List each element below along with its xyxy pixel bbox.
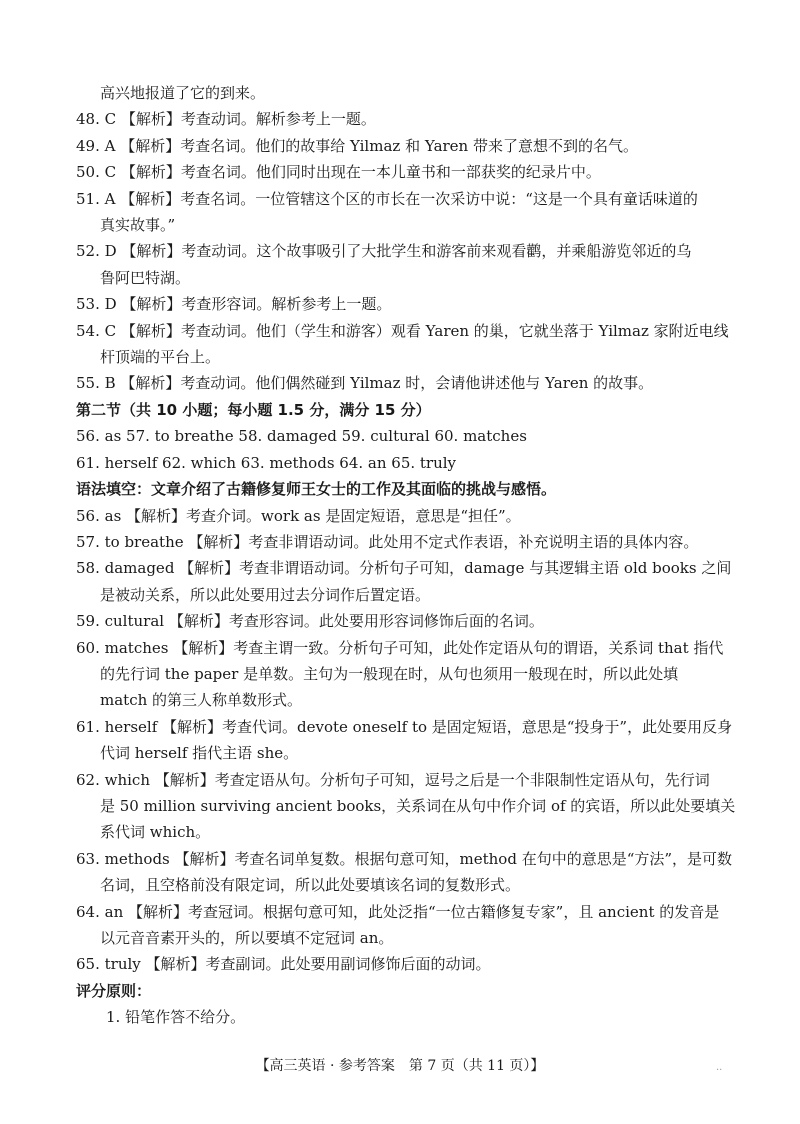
answer-54-cont: 杆顶端的平台上。 xyxy=(100,348,221,367)
answer-52-cont: 鲁阿巴特湖。 xyxy=(100,268,191,287)
answer-52: 52. D 【解析】考查动词。这个故事吸引了大批学生和游客前来观看鹳，并乘船游览邻近的乌 xyxy=(76,242,692,261)
answer-63: 63. methods 【解析】考查名词单复数。根据句意可知，method 在句中的意思是“方法”，是可数 xyxy=(76,849,733,868)
answer-58-cont: 是被动关系，所以此处要用过去分词作后置定语。 xyxy=(100,585,431,604)
answer-58: 58. damaged 【解析】考查非谓语动词。分析句子可知，damage 与其逻辑主语 old books 之间 xyxy=(76,559,732,578)
answer-64: 64. an 【解析】考查冠词。根据句意可知，此处泛指“一位古籍修复专家”，且 ancient 的发音是 xyxy=(76,902,720,921)
answer-62: 62. which 【解析】考查定语从句。分析句子可知，逗号之后是一个非限制性定语从句，先行词 xyxy=(76,770,710,789)
answer-48: 48. C 【解析】考查动词。解析参考上一题。 xyxy=(76,110,376,129)
answer-53: 53. D 【解析】考查形容词。解析参考上一题。 xyxy=(76,295,392,314)
answer-50: 50. C 【解析】考查名词。他们同时出现在一本儿童书和一部获奖的纪录片中。 xyxy=(76,163,601,182)
answer-key-page xyxy=(76,80,756,1031)
answer-56: 56. as 【解析】考查介词。work as 是固定短语，意思是“担任”。 xyxy=(76,506,521,525)
scan-mark: .. xyxy=(716,1062,723,1073)
answer-61: 61. herself 【解析】考查代词。devote oneself to 是固定短语，意思是“投身于”，此处要用反身 xyxy=(76,717,733,736)
scoring-rule-1: 1. 铅笔作答不给分。 xyxy=(106,1008,246,1027)
answer-60-cont2: match 的第三人称单数形式。 xyxy=(100,691,303,710)
grammar-heading: 语法填空：文章介绍了古籍修复师王女士的工作及其面临的挑战与感悟。 xyxy=(76,480,557,499)
page-footer: 【高三英语 · 参考答案 第 7 页（共 11 页）】 xyxy=(255,1058,545,1074)
answer-60-cont: 的先行词 the paper 是单数。主句为一般现在时，从句也须用一般现在时，所以此处填 xyxy=(100,664,679,683)
answer-summary-1: 56. as 57. to breathe 58. damaged 59. cultural 60. matches xyxy=(76,427,527,446)
answer-60: 60. matches 【解析】考查主谓一致。分析句子可知，此处作定语从句的谓语，关系词 that 指代 xyxy=(76,638,724,657)
answer-63-cont: 名词，且空格前没有限定词，所以此处要填该名词的复数形式。 xyxy=(100,876,521,895)
section-heading: 第二节（共 10 小题；每小题 1.5 分，满分 15 分） xyxy=(76,400,431,419)
answer-64-cont: 以元音音素开头的，所以要填不定冠词 an。 xyxy=(100,929,394,947)
answer-54: 54. C 【解析】考查动词。他们（学生和游客）观看 Yaren 的巢，它就坐落于 Yilmaz 家附近电线 xyxy=(76,321,729,340)
text-line: 高兴地报道了它的到来。 xyxy=(100,84,266,102)
answer-57: 57. to breathe 【解析】考查非谓语动词。此处用不定式作表语，补充说明主语的具体内容。 xyxy=(76,532,699,551)
answer-49: 49. A 【解析】考查名词。他们的故事给 Yilmaz 和 Yaren 带来了意想不到的名气。 xyxy=(76,136,638,155)
answer-62-cont2: 系代词 which。 xyxy=(100,823,211,842)
answer-65: 65. truly 【解析】考查副词。此处要用副词修饰后面的动词。 xyxy=(76,955,491,974)
answer-61-cont: 代词 herself 指代主语 she。 xyxy=(100,744,299,763)
answer-55: 55. B 【解析】考查动词。他们偶然碰到 Yilmaz 时，会请他讲述他与 Yaren 的故事。 xyxy=(76,374,654,393)
scoring-heading: 评分原则： xyxy=(76,981,152,1000)
answer-62-cont: 是 50 million surviving ancient books，关系词在从句中作介词 of 的宾语，所以此处要填关 xyxy=(100,796,736,815)
answer-59: 59. cultural 【解析】考查形容词。此处要用形容词修饰后面的名词。 xyxy=(76,612,544,631)
answer-51-cont: 真实故事。” xyxy=(100,216,176,235)
answer-summary-2: 61. herself 62. which 63. methods 64. an 65. truly xyxy=(76,453,457,472)
answer-51: 51. A 【解析】考查名词。一位管辖这个区的市长在一次采访中说：“这是一个具有童话味道的 xyxy=(76,189,698,208)
